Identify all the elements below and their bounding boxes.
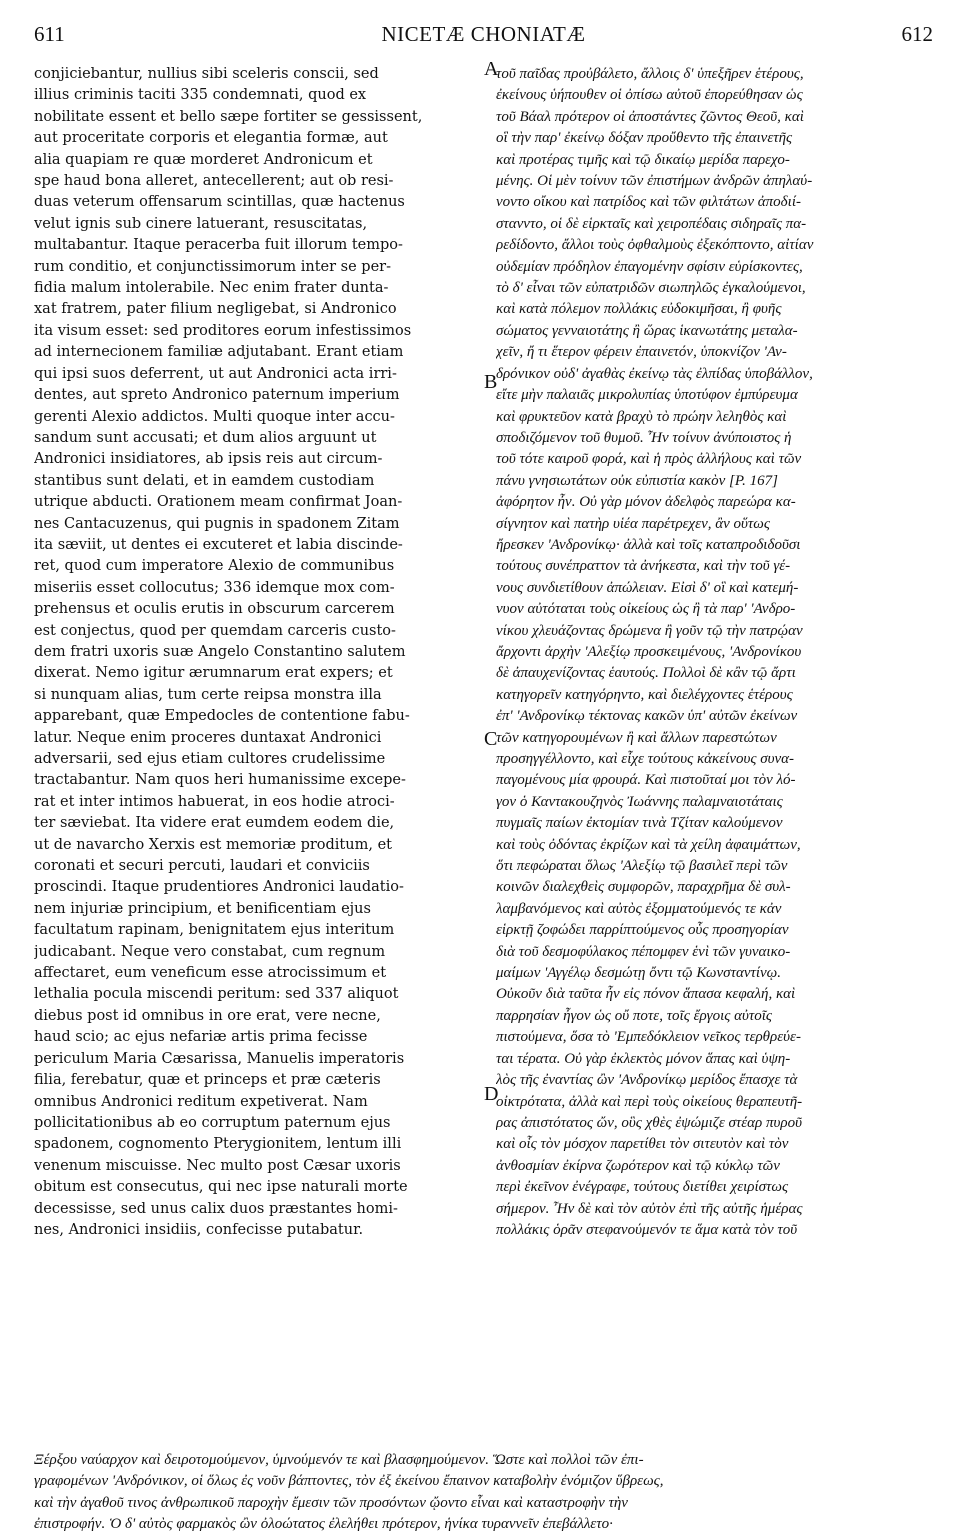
greek-text-line: κατηγορεῖν κατηγόρηντο, καὶ διελέγχοντες ἑτέρους [496, 686, 793, 703]
latin-text-line: venenum miscuisse. Nec multo post Cæsar uxoris [34, 1157, 401, 1174]
greek-text-line: ται τέρατα. Οὐ γὰρ ἐκλεκτὸς μόνον ἅπας καὶ ὑψη- [496, 1050, 791, 1067]
greek-text-line: τοῦ παῖδας προὐβάλετο, ἄλλοις δ' ὑπεξῆρεν ἑτέρους, [496, 66, 804, 82]
greek-text-line: νους συνδιετίθουν ἀπώλειαν. Εἰσὶ δ' οἳ καὶ κατεμή- [496, 579, 799, 596]
latin-text-line: multabantur. Itaque peracerba fuit illorum tempo- [34, 237, 403, 254]
greek-text-line: εἱρκτῇ ζοφώδει παρρίπτούμενος οὗς προσηγορίαν [496, 922, 789, 939]
latin-text-line: fidia malum intolerabile. Nec enim frater dunta- [34, 280, 389, 297]
latin-text-line: coronati et securi percuti, laudari et conviciis [34, 858, 370, 875]
greek-text-line: νυον αὐτόταται τοὺς οἰκείους ὡς ἢ τὰ παρ' 'Ανδρο- [496, 601, 796, 618]
latin-text-line: nobilitate essent et bello sæpe fortiter se gessissent, [34, 108, 423, 125]
latin-text-line: utrique abducti. Orationem meam confirmat Joan- [34, 494, 403, 511]
latin-column [34, 64, 480, 1241]
latin-text-line: qui ipsi suos deferrent, ut aut Andronici acta irri- [34, 365, 397, 382]
greek-text-line: ἄρχοντι ἀρχὴν 'Αλεξίῳ προσκειμένους, 'Ανδρονίκου [496, 643, 802, 660]
greek-bottom-line: γραφομένων 'Ανδρόνικον, οἱ ὅλως ἐς νοῦν βάπτοντες, τὸν ἐξ ἐκείνου ἔπαινον καταβολὴν ἐνόμιζον ὕβρεως, [34, 1473, 664, 1490]
greek-text-line: πυγμαῖς παίων ἐκτομίαν τινὰ Τζίταν καλούμενον [496, 815, 783, 832]
greek-bottom-line: ἐπιστροφήν. Ὁ δ' αὐτὸς φαρμακὸς ὢν ὀλοώτατος ἐλελήθει πρότερον, ἡνίκα τυραννεῖν ἐπεβάλλετο· [34, 1516, 613, 1533]
latin-text-line: stantibus sunt delati, et in eamdem custodiam [34, 472, 375, 489]
greek-text-line: τῶν κατηγορουμένων ἢ καὶ ἄλλων παρεστώτων [496, 729, 777, 746]
greek-text-line: πάνυ γνησιωτάτων οὐκ εὐπιστία κακὸν [P. 167] [496, 472, 778, 489]
greek-text-line: καὶ τοὺς ὀδόντας ἐκρίζων καὶ τὰ χείλη ἀφαιμάττων, [496, 836, 801, 853]
latin-text-line: ret, quod cum imperatore Alexio de communibus [34, 558, 395, 575]
latin-text-line: rum conditio, et conjunctissimorum inter se per- [34, 258, 391, 275]
greek-text-line: χεῖν, ἤ τι ἕτερον φέρειν ἐπαινετόν, ὑποκνίζον 'Αν- [496, 344, 787, 361]
latin-text-line: ad internecionem familiæ adjutabant. Erant etiam [34, 344, 404, 361]
greek-text-line: ρεδίδοντο, ἄλλοι τοὺς ὀφθαλμοὺς ἐξεκόπτοντο, αἰτίαν [496, 237, 814, 254]
greek-text-line: ρας ἀπιστότατος ὤν, οὓς χθὲς ἐψώμιζε στέαρ πυροῦ [496, 1114, 802, 1131]
latin-text-line: judicabant. Neque vero constabat, cum regnum [34, 943, 386, 960]
latin-text-line: adversarii, sed ejus etiam cultores crudelissime [34, 751, 386, 767]
latin-text-line: lethalia pocula miscendi peritum: sed 337 aliquot [34, 986, 399, 1003]
greek-text-line: τοῦ τότε καιροῦ φορά, καὶ ἡ πρὸς ἀλλήλους καὶ τῶν [496, 451, 802, 468]
greek-text-line: πιστούμενα, ὅσα τὸ 'Εμπεδόκλειον νεῖκος τερθρεύε- [496, 1029, 801, 1046]
latin-text-line: duas veterum offensarum scintillas, quæ hactenus [34, 194, 405, 211]
greek-text-line: τὸ δ' εἶναι τῶν εὐπατριδῶν σιωπηλῶς ἐγκαλούμενοι, [496, 280, 806, 297]
greek-bottom-line: Ξέρξου ναύαρχον καὶ δειροτομούμενον, ὑμνούμενόν τε καὶ βλασφημούμενον. Ὥστε καὶ πολλοὶ τῶν ἐπι- [34, 1452, 644, 1468]
greek-text-line: καὶ κατὰ πόλεμον πολλάκις εὐδοκιμῆσαι, ἢ φυῆς [496, 301, 782, 318]
greek-text-line: μαίμων 'Αγγέλῳ δεσμώτῃ ὄντι τῷ Κωνσταντίνῳ. [496, 965, 782, 982]
latin-text-line: nes, Andronici insidiis, confecisse putabatur. [34, 1221, 364, 1238]
latin-text-line: omnibus Andronici reditum expetiverat. Nam [34, 1093, 368, 1110]
greek-text-line: πολλάκις ὁρᾶν στεφανούμενόν τε ἅμα κατὰ τὸν τοῦ [496, 1221, 798, 1238]
latin-text-line: dem fratri uxoris suæ Angelo Constantino salutem [34, 643, 406, 660]
latin-text-line: spadonem, cognomento Pterygionitem, lentum illi [34, 1136, 402, 1153]
latin-text-line: dixerat. Nemo igitur ærumnarum erat expers; et [34, 665, 393, 682]
latin-text-line: ter sæviebat. Ita videre erat eumdem eodem die, [34, 815, 395, 832]
latin-text-line: ita sæviit, ut dentes ei excuteret et labia discinde- [34, 536, 403, 553]
latin-text-line: nem injuriæ principium, et benificentiam ejus [34, 900, 371, 917]
greek-text-line: νίκου χλευάζοντας δρώμενα ἢ γοῦν τῷ τὴν πατρῴαν [496, 622, 803, 639]
latin-text-line: illius criminis taciti 335 condemnati, quod ex [34, 87, 367, 104]
latin-text-line: nes Cantacuzenus, qui pugnis in spadonem Zitam [34, 515, 400, 532]
latin-text-line: decessisse, sed unus calix duos præstantes homi- [34, 1200, 398, 1217]
latin-text-line: sandum sunt accusati; et dum alios arguunt ut [34, 429, 377, 446]
latin-text-line: periculum Maria Cæsarissa, Manuelis imperatoris [34, 1050, 405, 1067]
latin-text-line: pollicitationibus ab eo corruptum paternum ejus [34, 1114, 391, 1131]
section-marker-b: B [484, 371, 498, 393]
greek-text-line: σώματος γενναιοτάτης ἢ ὥρας ἱκανωτάτης μεταλα- [496, 322, 798, 339]
latin-text-line: tractabantur. Nam quos heri humanissime excepe- [34, 772, 406, 789]
greek-text-line: νοντο οἴκου καὶ πατρίδος καὶ τῶν φιλτάτων ἀποδιί- [496, 194, 801, 211]
greek-text-line: κοινῶν διαλεχθεὶς συμφορῶν, παραχρῆμα δὲ συλ- [496, 879, 791, 896]
latin-text-line: filia, ferebatur, quæ et princeps et præ cæteris [34, 1072, 381, 1089]
latin-text-line: ita visum esset: sed proditores eorum infestissimos [34, 322, 412, 339]
greek-text-line: καὶ οἷς τὸν μόσχον παρετίθει τὸν σιτευτὸν καὶ τὸν [496, 1136, 789, 1153]
latin-text-line: haud scio; ac ejus nefariæ artis prima fecisse [34, 1029, 368, 1046]
greek-text-line: στανντο, οἱ δὲ εἱρκταῖς καὶ χειροπέδαις σιδηραῖς πα- [496, 215, 807, 232]
latin-text-line: gerenti Alexio addictos. Multi quoque inter accu- [34, 408, 395, 425]
greek-text-line: δὲ ἀπαυχενίζοντας ἑαυτούς. Πολλοὶ δὲ κἂν τῷ ἄρτι [496, 665, 796, 682]
page-number-left: 611 [34, 22, 65, 46]
greek-text-line: ὅτι πεφώραται ὅλως 'Αλεξίῳ τῷ βασιλεῖ περὶ τῶν [496, 858, 788, 875]
latin-text-line: apparebant, quæ Empedocles de contentione fabu- [34, 708, 410, 725]
section-marker-d: D [484, 1083, 499, 1105]
greek-text-line: λαμβανόμενος καὶ αὐτὸς ἐξομματούμενός τε κἀν [496, 900, 782, 917]
latin-text-line: Andronici insidiatores, ab ipsis reis aut circum- [34, 451, 383, 468]
greek-text-line: σίγνητον καὶ πατὴρ υἱέα παρέτρεχεν, ἂν οὕτως [496, 515, 770, 532]
greek-text-line: ἀφόρητον ἦν. Οὐ γὰρ μόνον ἀδελφὸς παρεώρα κα- [496, 494, 796, 511]
latin-text-line: diebus post id omnibus in ore erat, vere necne, [34, 1007, 381, 1024]
greek-text-line: ἤρεσκεν 'Ανδρονίκῳ· ἀλλὰ καὶ τοῖς καταπροδιδοῦσι [496, 536, 801, 553]
section-marker-a: A [484, 58, 499, 80]
latin-text-line: prehensus et oculis erutis in obscurum carcerem [34, 601, 395, 618]
latin-text-line: obitum est consecutus, qui nec ipse naturali morte [34, 1179, 408, 1196]
greek-text-line: σποδιζόμενον τοῦ θυμοῦ. Ἦν τοίνυν ἀνύποιστος ἡ [496, 429, 792, 446]
greek-continuation-block [34, 1450, 934, 1536]
greek-text-line: διὰ τοῦ δεσμοφύλακος πέπομφεν ἑνὶ τῶν γυναικο- [496, 943, 791, 960]
latin-text-line: ut de navarcho Xerxis est memoriæ proditum, et [34, 836, 392, 853]
latin-text-line: dentes, aut spreto Andronico paternum imperium [34, 387, 400, 404]
latin-text-line: spe haud bona alleret, antecellerent; aut ob resi- [34, 173, 394, 190]
greek-text-line: σήμερον. Ἦν δὲ καὶ τὸν αὐτὸν ἐπὶ τῆς αὐτῆς ἡμέρας [496, 1200, 803, 1217]
greek-text-line: ἀνθοσμίαν ἐκίρνα ζωρότερον καὶ τῷ κύκλῳ τῶν [496, 1157, 780, 1174]
greek-text-line: παγομένους μία φρουρά. Καὶ πιστοῦταί μοι τὸν λό- [496, 772, 796, 789]
latin-text-line: affectaret, eum veneficum esse atrocissimum et [34, 965, 387, 982]
greek-text-line: καὶ προτέρας τιμῆς καὶ τῷ δικαίῳ μερίδα παρεχο- [496, 151, 790, 168]
latin-text-line: proscindi. Itaque prudentiores Andronici laudatio- [34, 879, 404, 896]
latin-text-line: est conjectus, quod per quemdam carceris custo- [34, 622, 396, 639]
running-title: NICETÆ CHONIATÆ [381, 22, 586, 46]
greek-text-line: ἐπ' 'Ανδρονίκῳ τέκτονας κακῶν ὑπ' αὐτῶν ἐκείνων [496, 708, 798, 725]
greek-text-line: τούτους συνέπραττον τὰ ἀνήκεστα, καὶ τὴν τοῦ γέ- [496, 558, 791, 575]
greek-text-line: οἰκτρότατα, ἀλλὰ καὶ περὶ τοὺς οἰκείους θεραπευτῆ- [496, 1093, 803, 1110]
greek-text-line: μένης. Οἱ μὲν τοίνυν τῶν ἐπιστήμων ἀνδρῶν ἀπηλαύ- [496, 173, 813, 190]
latin-text-line: facultatum rapinam, benignitatem ejus interitum [34, 922, 395, 939]
section-marker-c: C [484, 728, 498, 750]
greek-column [496, 64, 934, 1241]
latin-text-line: miseriis esset collocutus; 336 idemque mox com- [34, 579, 395, 596]
greek-text-line: περὶ ἐκεῖνον ἐνέγραφε, τούτους διετίθει χειρίστως [496, 1179, 789, 1196]
greek-text-line: λὸς τῆς ἐναντίας ὢν 'Ανδρονίκῳ μερίδος ἔπασχε τὰ [496, 1072, 798, 1089]
latin-text-line: aut proceritate corporis et elegantia formæ, aut [34, 130, 388, 147]
running-header [34, 22, 933, 54]
greek-bottom-line: καὶ τὴν ἀγαθοῦ τινος ἀνθρωπικοῦ παροχὴν ἔμεσιν τῶν προσόντων ᾤοντο εἶναι καὶ καταστροφὴν τὴν [34, 1494, 628, 1511]
latin-text-line: conjiciebantur, nullius sibi sceleris conscii, sed [34, 66, 379, 82]
greek-text-line: εἴτε μὴν παλαιᾶς μικρολυπίας ὑποτύφον ἐμπύρευμα [496, 387, 798, 404]
greek-text-line: γον ὁ Καντακουζηνὸς Ἰωάννης παλαμναιοτάταις [496, 793, 783, 810]
latin-text-line: alia quapiam re quæ morderet Andronicum et [34, 151, 373, 168]
latin-text-line: latur. Neque enim proceres duntaxat Andronici [34, 729, 382, 746]
greek-text-line: ἐκείνους ὑήπουθεν οἱ ὀπίσω αὐτοῦ ἐπορεύθησαν ὡς [496, 87, 803, 104]
page-number-right: 612 [901, 22, 933, 46]
greek-text-line: οὐδεμίαν πρόδηλον ἐπαγομένην σφίσιν εὑρίσκοντες, [496, 258, 803, 275]
greek-text-line: παρρησίαν ἦγον ὡς οὔ ποτε, τοῖς ἔργοις αὐτοῖς [496, 1007, 772, 1024]
greek-text-line: τοῦ Βάαλ πρότερον οἱ ἀποστάντες ζῶντος Θεοῦ, καὶ [496, 108, 804, 125]
greek-text-line: οἳ τὴν παρ' ἐκείνῳ δόξαν προὔθεντο τῆς ἐπαινετῆς [496, 130, 793, 147]
greek-text-line: προσηγγέλλοντο, καὶ εἶχε τούτους κἀκείνους συνα- [496, 751, 795, 767]
latin-text-line: rat et inter intimos habuerat, in eos hodie atroci- [34, 793, 395, 810]
latin-text-line: si nunquam alias, tum certe reipsa monstra illa [34, 686, 382, 703]
latin-text-line: velut ignis sub cinere latuerant, resuscitatas, [34, 215, 368, 232]
greek-text-line: καὶ φρυκτεῦον κατὰ βραχὺ τὸ πρώην λεληθὸς καὶ [496, 408, 787, 425]
latin-text-line: xat fratrem, pater filium negligebat, si Andronico [34, 301, 397, 318]
greek-text-line: Οὐκοῦν διὰ ταῦτα ἦν εἰς πόνον ἅπασα κεφαλή, καὶ [496, 986, 796, 1003]
greek-text-line: δρόνικον οὐδ' ἀγαθὰς ἐκείνῳ τὰς ἐλπίδας ὑποβάλλον, [496, 365, 813, 382]
